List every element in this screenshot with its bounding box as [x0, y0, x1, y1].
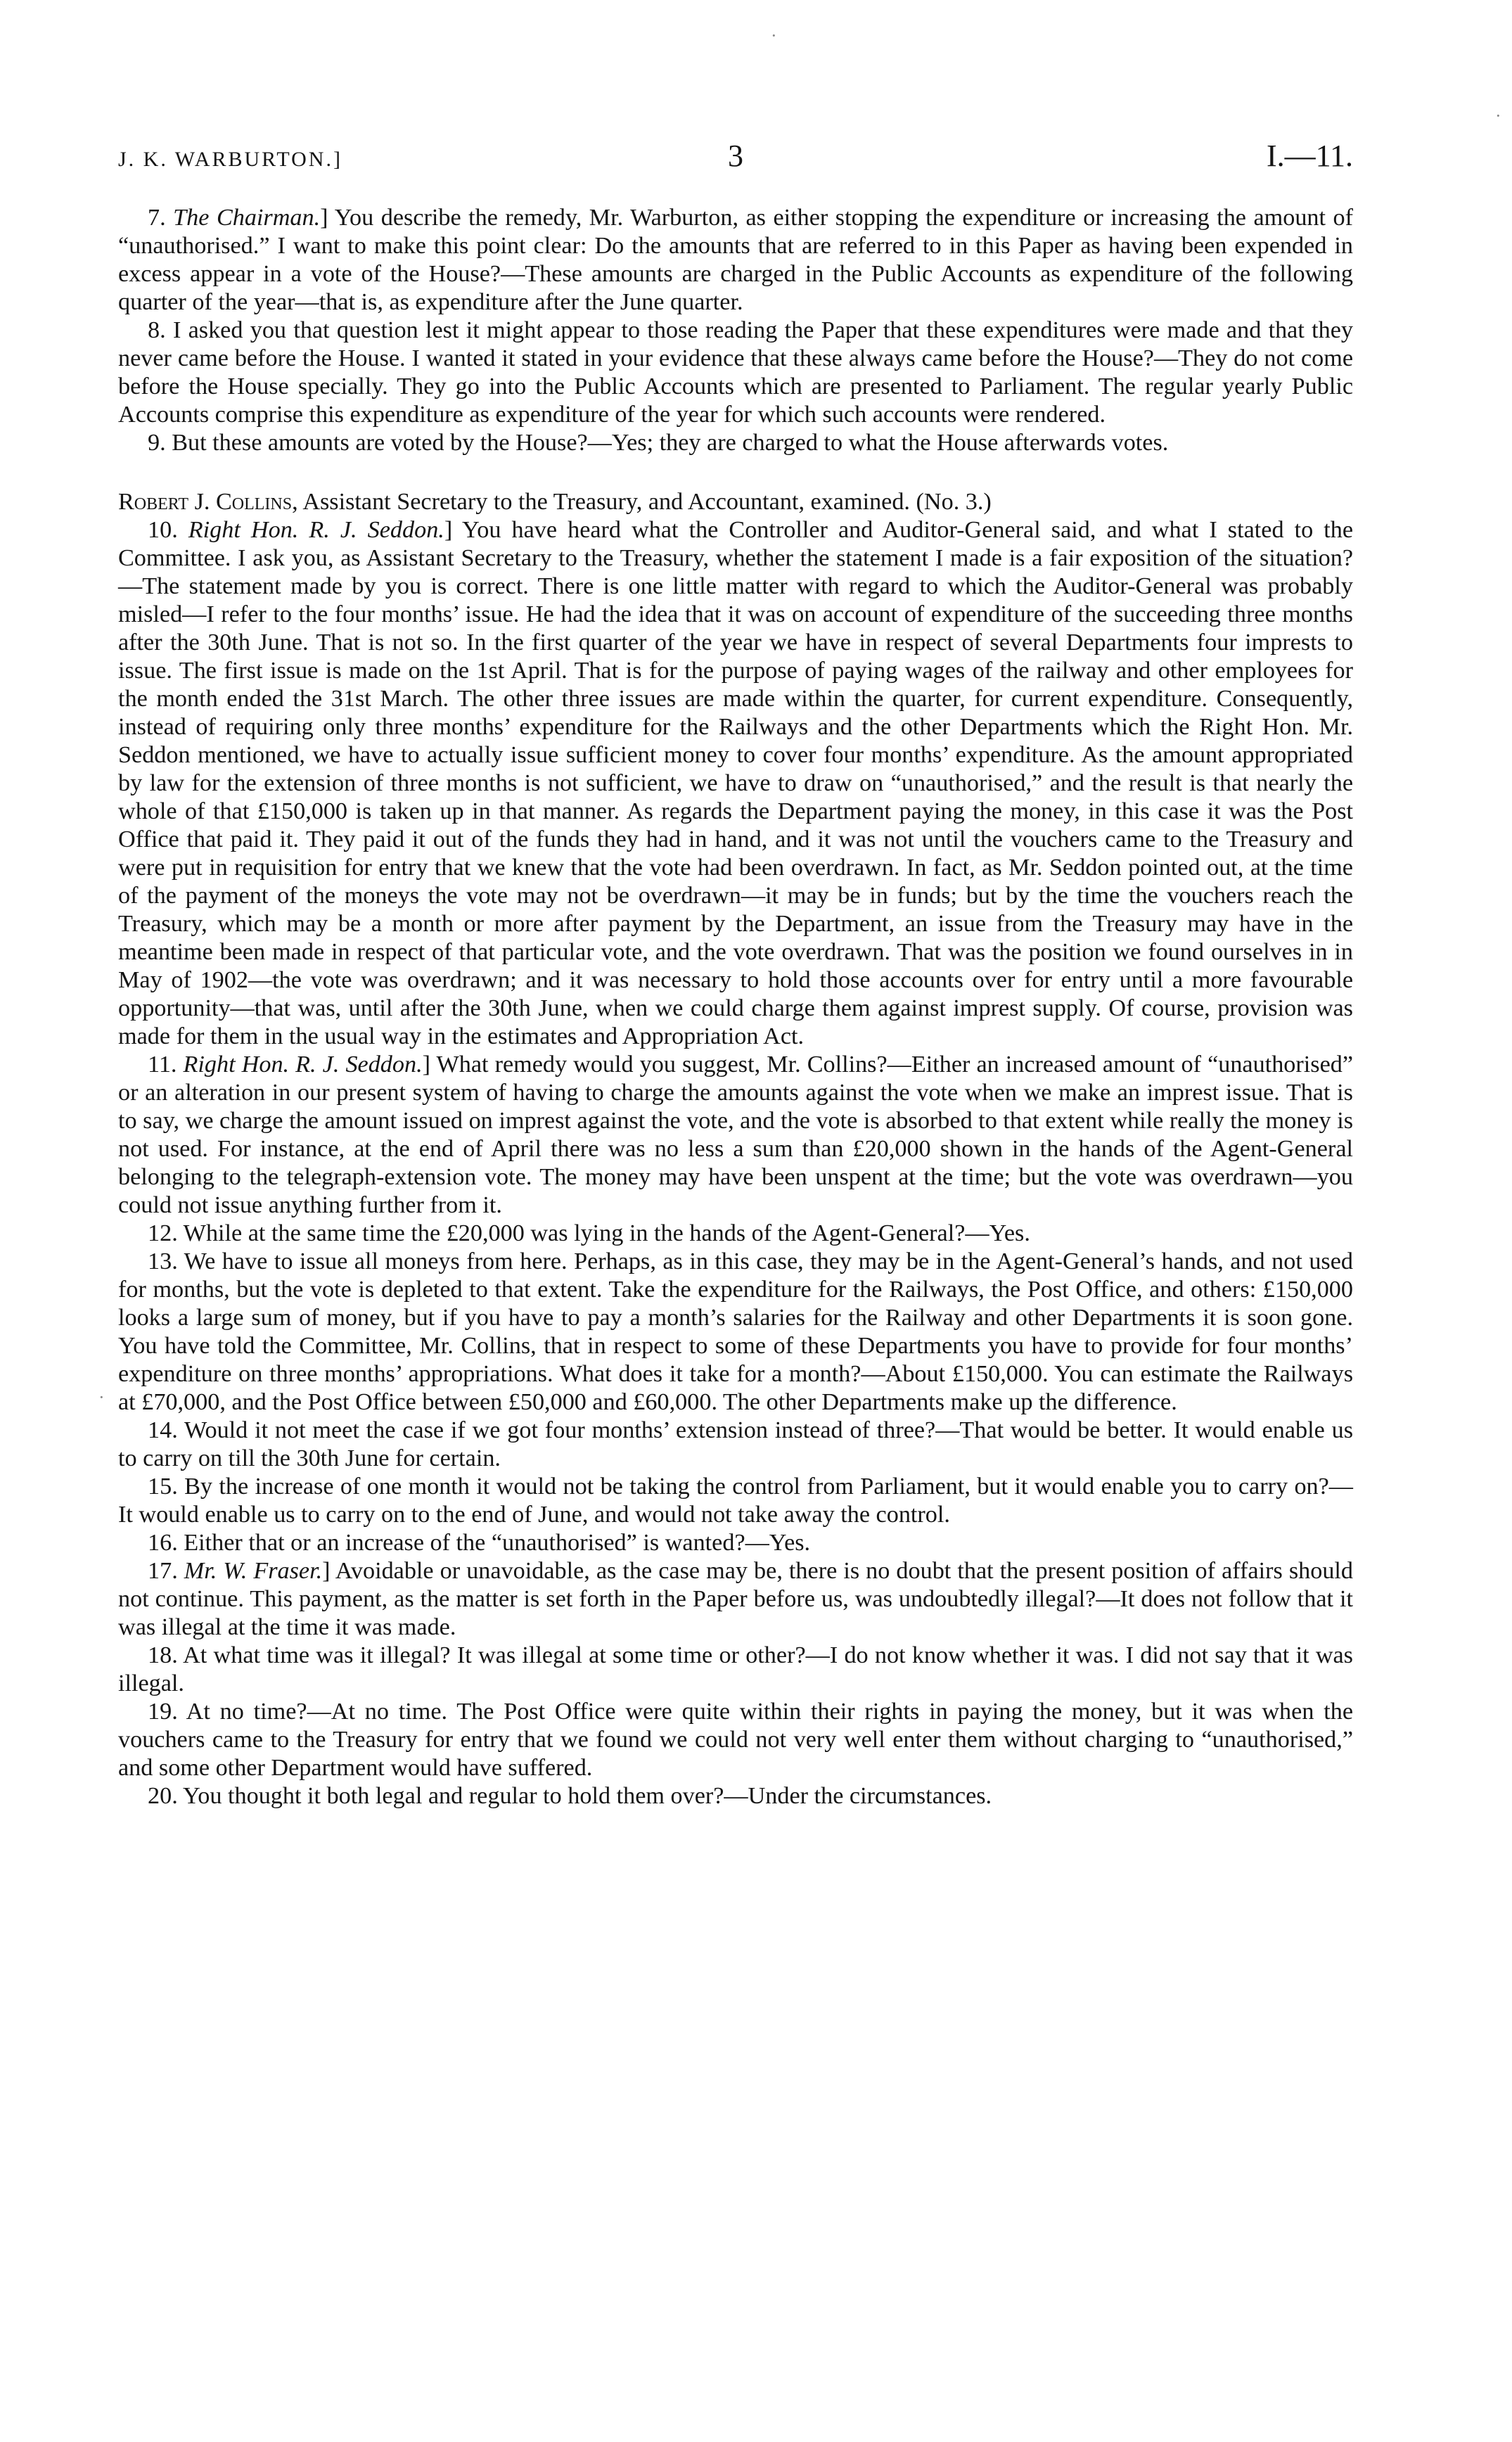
- question-number: 12.: [148, 1220, 178, 1246]
- question-paragraph: [118, 317, 1353, 429]
- page-header: [118, 138, 1353, 180]
- question-text: I asked you that question lest it might appear to those reading the Paper that these expenditures were made and that they never came before the House. I wanted it stated in your evidence that these always came before the House?—They do not come before the House specially. They go into the Public Accounts which are presented to Parliament. The regular yearly Public Accounts comprise this expenditure as expenditure of the year for which such accounts were rendered.: [118, 317, 1354, 428]
- question-paragraph: [118, 1220, 1353, 1248]
- question-number: 18.: [148, 1642, 178, 1668]
- question-text: ] You have heard what the Controller and Auditor-General said, and what I stated to the Committee. I ask you, as Assistant Secretary to the Treasury, whether the statement I made is a fair exposition of the situation?—The statement made by you is correct. There is one little matter with regard to which the Auditor-General was probably misled—I refer to the four months’ issue. He had the idea that it was on account of expenditure of the succeeding three months after the 30th June. That is not so. In the first quarter of the year we have in respect of several Departments four imprests to issue. The first issue is made on the 1st April. That is for the purpose of paying wages of the railway and other employees for the month ended the 31st March. The other three issues are made within the quarter, for current expenditure. Consequently, instead of requiring only three months’ expenditure for the Railways and the other Departments which the Right Hon. Mr. Seddon mentioned, we have to actually issue sufficient money to cover four months’ expenditure. As the amount appropriated by law for the extension of three months is not sufficient, we have to draw on “unauthorised,” and the result is that nearly the whole of that £150,000 is taken up in that manner. As regards the Department paying the money, in this case it was the Post Office that paid it. They paid it out of the funds they had in hand, and it was not until the vouchers came to the Treasury and were put in requisition for entry that we knew that the vote had been overdrawn. In fact, as Mr. Seddon pointed out, at the time of the payment of the moneys the vote may not be overdrawn—it may be in funds; but by the time the vouchers reach the Treasury, which may be a month or more after payment by the Department, an issue from the Treasury may have in the meantime been made in respect of that particular vote, and the vote overdrawn. That was the position we found ourselves in in May of 1902—the vote was overdrawn; and it was necessary to hold those accounts over for entry until a more favourable opportunity—that was, until after the 30th June, when we could charge them against imprest supply. Of course, provision was made for them in the usual way in the estimates and Appropriation Act.: [118, 517, 1354, 1049]
- question-paragraph: [118, 516, 1353, 1051]
- question-text: ] You describe the remedy, Mr. Warburton, as either stopping the expenditure or increasing the amount of “unauthorised.” I want to make this point clear: Do the amounts that are referred to in this Paper as having been expended in excess appear in a vote of the House?—These amounts are charged in the Public Accounts as expenditure of the following quarter of the year—that is, as expenditure after the June quarter.: [118, 205, 1354, 315]
- question-text: We have to issue all moneys from here. Perhaps, as in this case, they may be in the Agent-General’s hands, and not used for months, but the vote is depleted to that extent. Take the expenditure for the Railways, the Post Office, and others: £150,000 looks a large sum of money, but if you have to pay a month’s salaries for the Railway and other Departments it is soon gone. You have told the Committee, Mr. Collins, that in respect to some of these Departments you have to provide for four months’ expenditure on three months’ appropriations. What does it take for a month?—About £150,000. You can estimate the Railways at £70,000, and the Post Office between £50,000 and £60,000. The other Departments make up the difference.: [118, 1248, 1353, 1415]
- header-witness-name: J. K. WARBURTON.]: [118, 148, 342, 171]
- section-gap: [118, 457, 1353, 488]
- scan-speck: ·: [771, 25, 777, 46]
- question-paragraph: [118, 1473, 1353, 1529]
- question-text: ] What remedy would you suggest, Mr. Collins?—Either an increased amount of “unauthorised” or an alteration in our present system of having to charge the amounts against the vote when we make an imprest issue. That is to say, we charge the amount issued on imprest against the vote, and the vote is absorbed to that extent while really the money is not used. For instance, at the end of April there was no less a sum than £20,000 shown in the hands of the Agent-General belonging to the telegraph-extension vote. The money may have been unspent at the time; but the vote was overdrawn—you could not issue anything further from it.: [118, 1051, 1354, 1218]
- speaker-name: The Chairman.: [173, 205, 321, 231]
- page-number: 3: [728, 139, 743, 173]
- speaker-name: Right Hon. R. J. Seddon.: [188, 517, 444, 543]
- question-text: Either that or an increase of the “unauthorised” is wanted?—Yes.: [184, 1530, 811, 1556]
- question-paragraph: [118, 1051, 1353, 1220]
- question-paragraph: [118, 1248, 1353, 1417]
- witness-name: Robert J. Collins: [118, 489, 293, 515]
- question-text: By the increase of one month it would not be taking the control from Parliament, but it would enable you to carry on?—It would enable us to carry on to the end of June, and would not take away the control.: [118, 1473, 1353, 1528]
- question-number: 13.: [148, 1248, 178, 1274]
- question-text: At no time?—At no time. The Post Office were quite within their rights in paying the money, but it was when the vouchers came to the Treasury for entry that we found we could not very well enter them without charging to “unauthorised,” and some other Department would have suffered.: [118, 1699, 1353, 1781]
- question-number: 7.: [148, 205, 166, 231]
- question-text: Would it not meet the case if we got four months’ extension instead of three?—That would be better. It would enable us to carry on till the 30th June for certain.: [118, 1417, 1353, 1471]
- question-paragraph: [118, 1642, 1353, 1698]
- speaker-name: Mr. W. Fraser.: [184, 1558, 323, 1584]
- question-text: But these amounts are voted by the House?—Yes; they are charged to what the House afterwards votes.: [172, 430, 1169, 456]
- question-paragraph: [118, 1698, 1353, 1782]
- question-number: 20.: [148, 1783, 178, 1809]
- question-number: 10.: [148, 517, 178, 543]
- question-paragraph: [118, 1782, 1353, 1810]
- paper-reference: I.—11.: [1266, 139, 1353, 173]
- question-text: You thought it both legal and regular to hold them over?—Under the circumstances.: [183, 1783, 992, 1809]
- question-paragraph: [118, 1557, 1353, 1642]
- witness-description: , Assistant Secretary to the Treasury, and Accountant, examined. (No. 3.): [292, 489, 992, 515]
- question-number: 16.: [148, 1530, 178, 1556]
- scan-speck: ·: [98, 1387, 105, 1407]
- question-text: At what time was it illegal? It was illegal at some time or other?—I do not know whether it was. I did not say that it was illegal.: [118, 1642, 1353, 1696]
- question-number: 17.: [148, 1558, 178, 1584]
- evidence-section-warburton: [118, 204, 1353, 457]
- document-page: [118, 138, 1353, 1810]
- question-paragraph: [118, 1529, 1353, 1557]
- question-number: 15.: [148, 1473, 178, 1500]
- question-paragraph: [118, 429, 1353, 457]
- speaker-name: Right Hon. R. J. Seddon.: [183, 1051, 423, 1078]
- question-paragraph: [118, 204, 1353, 317]
- witness-heading: [118, 488, 1353, 516]
- question-text: While at the same time the £20,000 was lying in the hands of the Agent-General?—Yes.: [183, 1220, 1030, 1246]
- question-text: ] Avoidable or unavoidable, as the case may be, there is no doubt that the present position of affairs should not continue. This payment, as the matter is set forth in the Paper before us, was undoubtedly illegal?—It does not follow that it was illegal at the time it was made.: [118, 1558, 1354, 1640]
- question-number: 19.: [148, 1699, 178, 1725]
- question-paragraph: [118, 1417, 1353, 1473]
- question-number: 11.: [148, 1051, 177, 1078]
- evidence-section-collins: [118, 516, 1353, 1810]
- question-number: 14.: [148, 1417, 178, 1443]
- scan-speck: ·: [1495, 106, 1501, 126]
- question-number: 8.: [148, 317, 166, 343]
- question-number: 9.: [148, 430, 166, 456]
